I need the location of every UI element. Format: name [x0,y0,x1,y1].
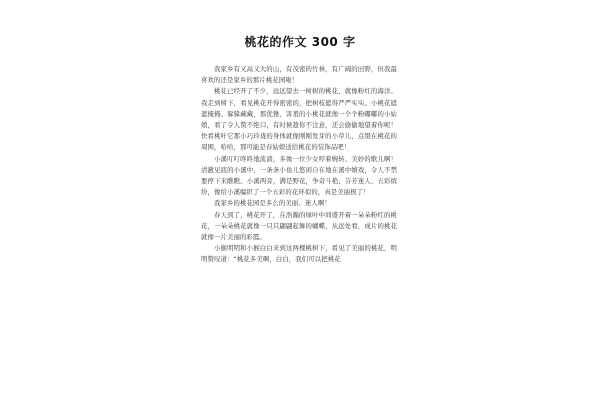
paragraph-1: 我家乡有又高又大的山，有茂密的竹林，有广阔的田野，但我最喜欢的还是家乡的那片桃花园啦！ [201,65,397,85]
paragraph-5: 春天到了，桃花开了，在浩瀚的绿叶中间盛开着一朵朵粉红的桃花，一朵朵桃花就像一只只翩翩起舞的蝴蝶，从远处看，成片的桃花就像一片美丽的彩霞。 [201,210,397,242]
paragraph-4: 我家乡的桃花园是多么的美丽、迷人啊！ [214,199,331,208]
paragraph-6: 小猴明明和小猴白白来到这两棵桃树下，看见了美丽的桃花，明明赞叹道：“桃花多美啊，白白，我们可以把桃花 [201,244,397,264]
paragraph-3: 小溪叮叮咚咚地流淌，多像一位少女哼着婉转、美妙的歌儿啊！清澈见底的小溪中，一条条小鱼儿悠闲自在地在溪中嬉戏，令人不禁要停下来瞧瞧。小溪两旁，满是野花，争奇斗艳、芬芳迷人、五彩缤纷，像给小溪编织了一个五彩的花环似的，真是美丽极了！ [201,154,397,197]
document-title: 桃花的作文 300 字 [244,35,356,49]
document-body [201,64,397,266]
paragraph-2: 桃花已经开了不少，远远望去一树树的桃花，就像粉红的海洋。我走到树下，看见桃花开得密密的，把树枝遮得严严实实。小桃花遮遮掩掩、躲躲藏藏，那优雅、害羞的小桃花就像一个个粉嘟嘟的小姑娘，看了令人赞不绝口，有时候趁你不注意，还会偷偷地望着你呢！快看桃叶它那小巧玲珑的身体就像刚刚发芽的小草儿，点缀在桃花的周围，哈哈，那可能是春姑娘送给桃花的装饰品吧！ [201,87,397,152]
